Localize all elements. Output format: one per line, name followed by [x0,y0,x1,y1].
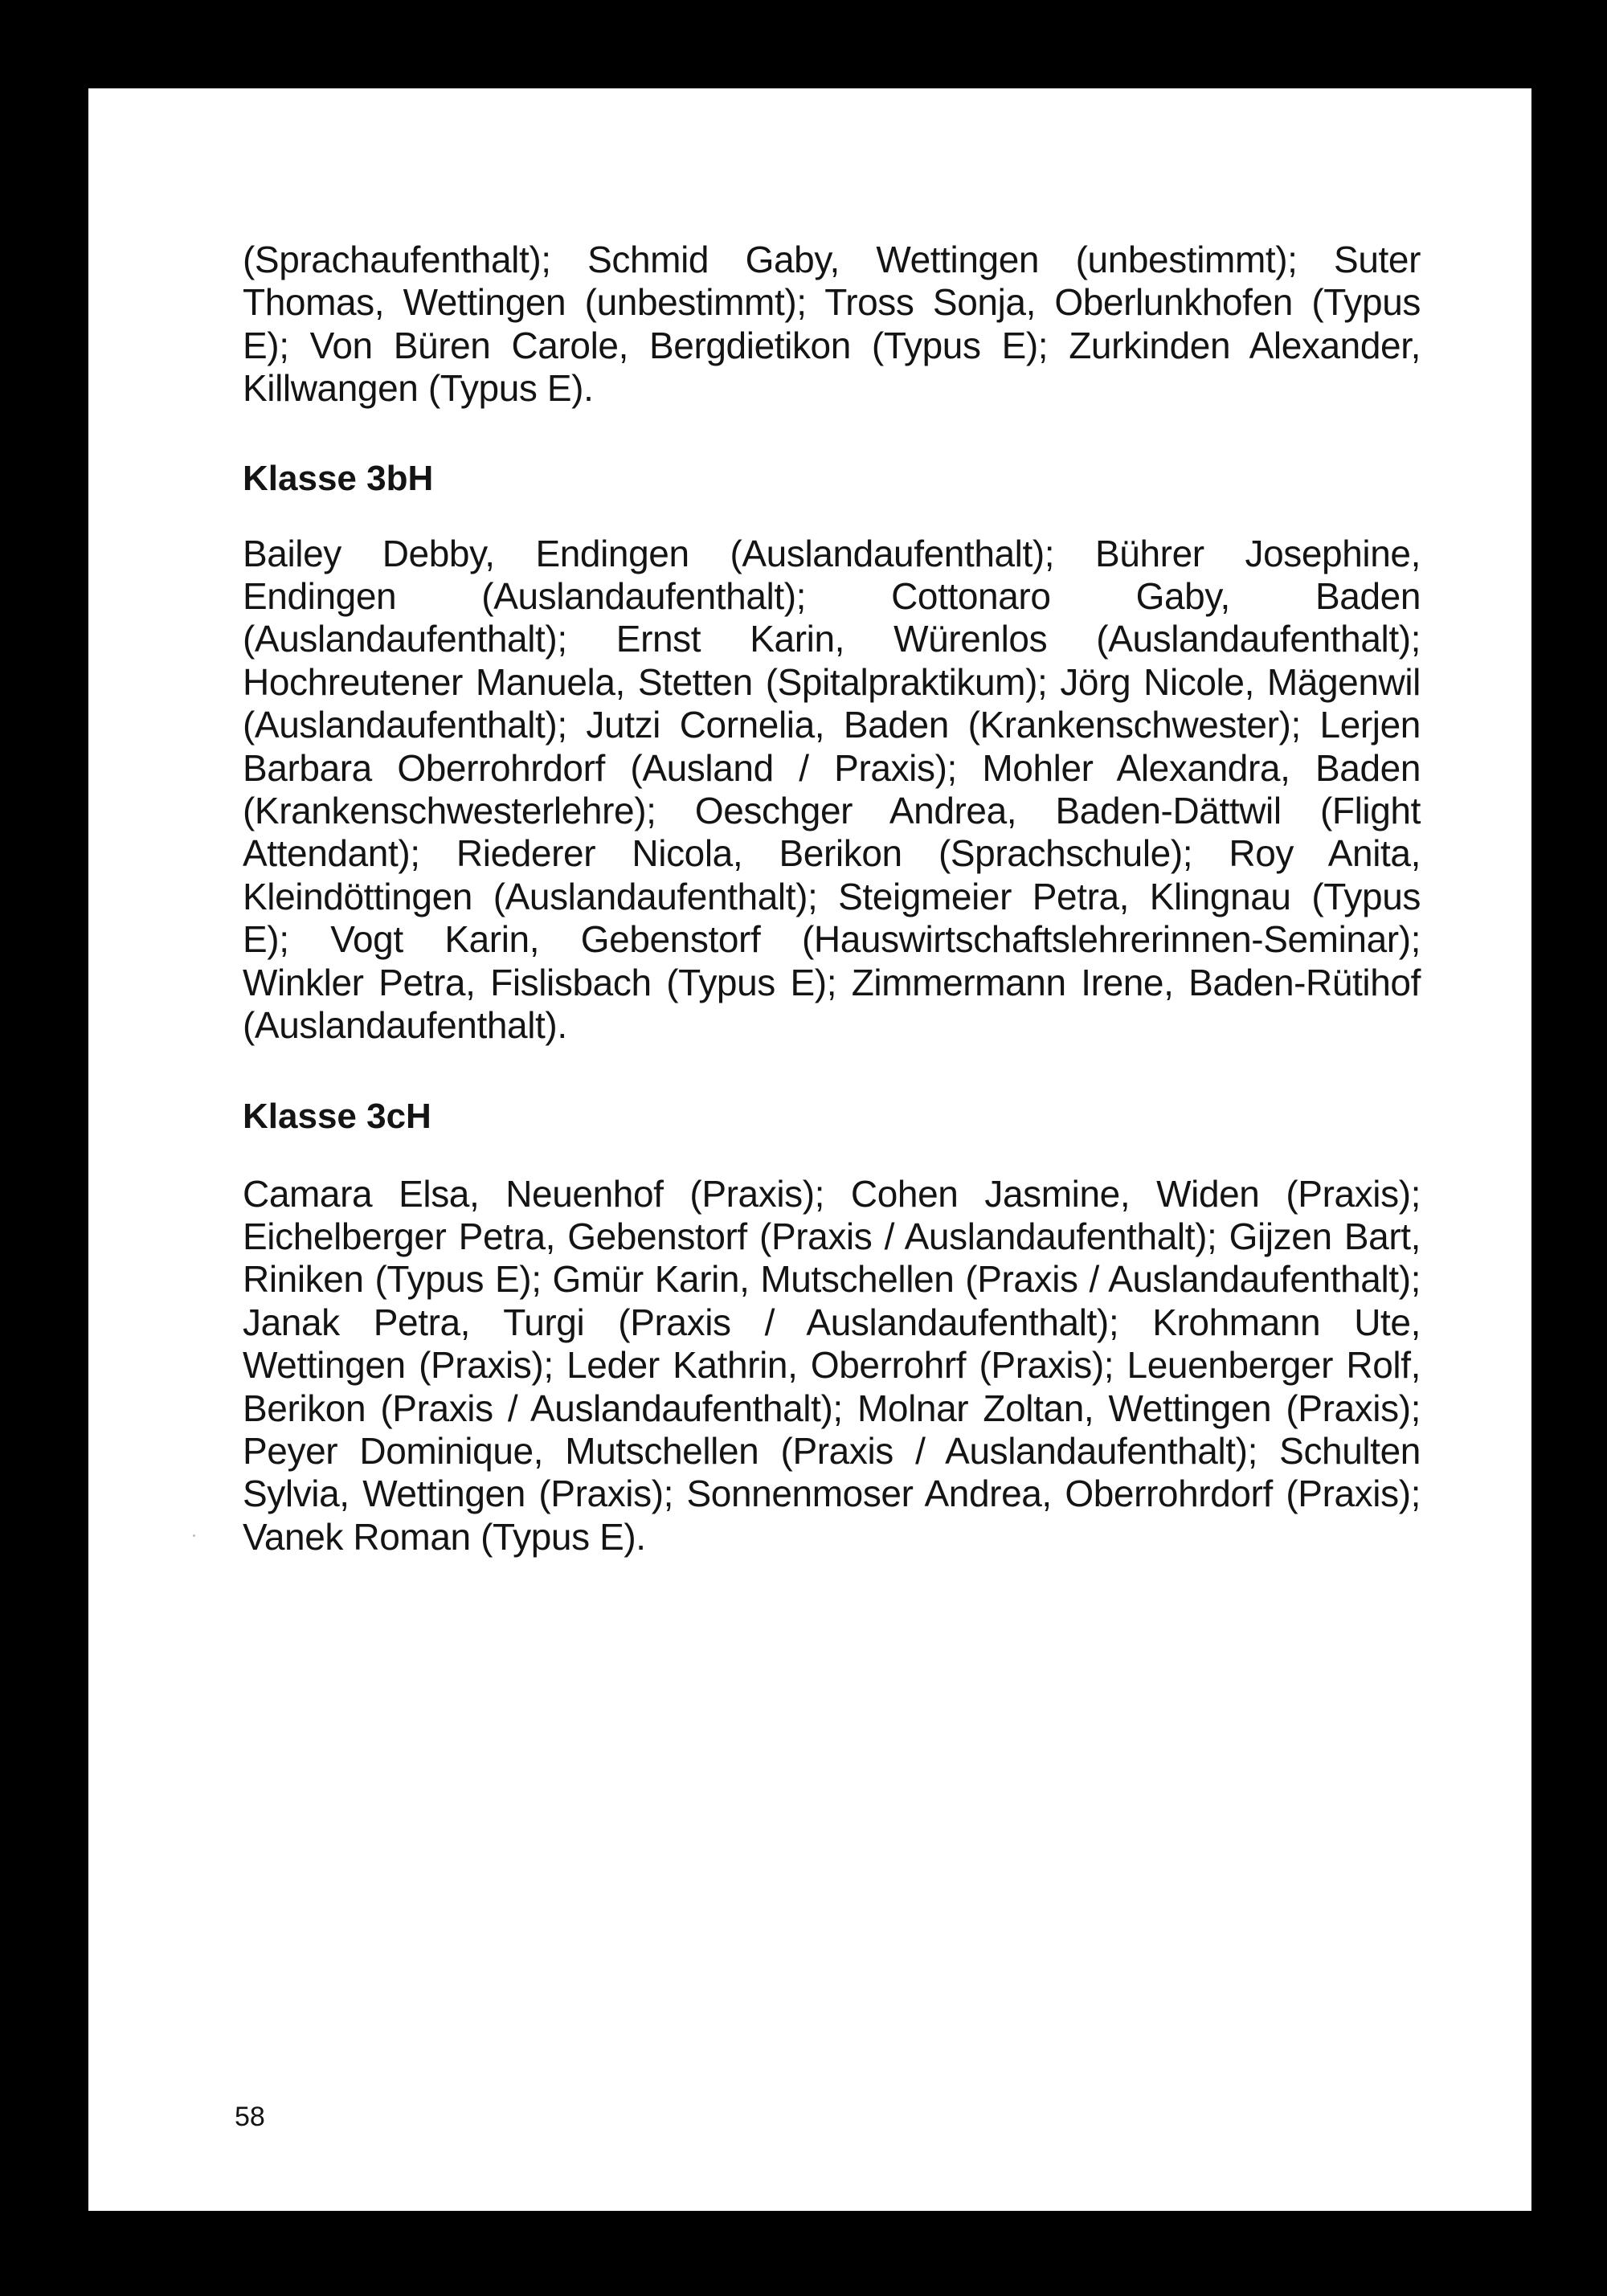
page-number: 58 [235,2102,265,2132]
intro-paragraph: (Sprachaufenthalt); Schmid Gaby, Wettingen (unbestimmt); Suter Thomas, Wettingen (unbestimmt); Tross Sonja, Oberlunkhofen (Typus E); Von Büren Carole, Bergdietikon (Typus E); Zurkinden Alexander, Killwangen (Typus E). [243,239,1421,410]
paper-speck [193,1534,195,1537]
section-heading-klasse-3bh: Klasse 3bH [243,458,434,498]
document-page [88,88,1531,2211]
section-heading-klasse-3ch: Klasse 3cH [243,1096,431,1136]
page-content [243,239,1421,1559]
section-text-klasse-3ch: Camara Elsa, Neuenhof (Praxis); Cohen Jasmine, Widen (Praxis); Eichelberger Petra, Gebenstorf (Praxis / Auslandaufenthalt); Gijzen Bart, Riniken (Typus E); Gmür Karin, Mutschellen (Praxis / Auslandaufenthalt); Janak Petra, Turgi (Praxis / Auslandaufenthalt); Krohmann Ute, Wettingen (Praxis); Leder Kathrin, Oberrohrf (Praxis); Leuenberger Rolf, Berikon (Praxis / Auslandaufenthalt); Molnar Zoltan, Wettingen (Praxis); Peyer Dominique, Mutschellen (Praxis / Auslandaufenthalt); Schulten Sylvia, Wettingen (Praxis); Sonnenmoser Andrea, Oberrohrdorf (Praxis); Vanek Roman (Typus E). [243,1172,1421,1558]
section-text-klasse-3bh: Bailey Debby, Endingen (Auslandaufenthalt); Bührer Josephine, Endingen (Auslandaufenthalt); Cottonaro Gaby, Baden (Auslandaufenthalt); Ernst Karin, Würenlos (Auslandaufenthalt); Hochreutener Manuela, Stetten (Spitalpraktikum); Jörg Nicole, Mägenwil (Auslandaufenthalt); Jutzi Cornelia, Baden (Krankenschwester); Lerjen Barbara Oberrohrdorf (Ausland / Praxis); Mohler Alexandra, Baden (Krankenschwesterlehre); Oeschger Andrea, Baden-Dättwil (Flight Attendant); Riederer Nicola, Berikon (Sprachschule); Roy Anita, Kleindöttingen (Auslandaufenthalt); Steigmeier Petra, Klingnau (Typus E); Vogt Karin, Gebenstorf (Hauswirtschaftslehrerinnen-Seminar); Winkler Petra, Fislisbach (Typus E); Zimmermann Irene, Baden-Rütihof (Auslandaufenthalt). [243,532,1421,1047]
